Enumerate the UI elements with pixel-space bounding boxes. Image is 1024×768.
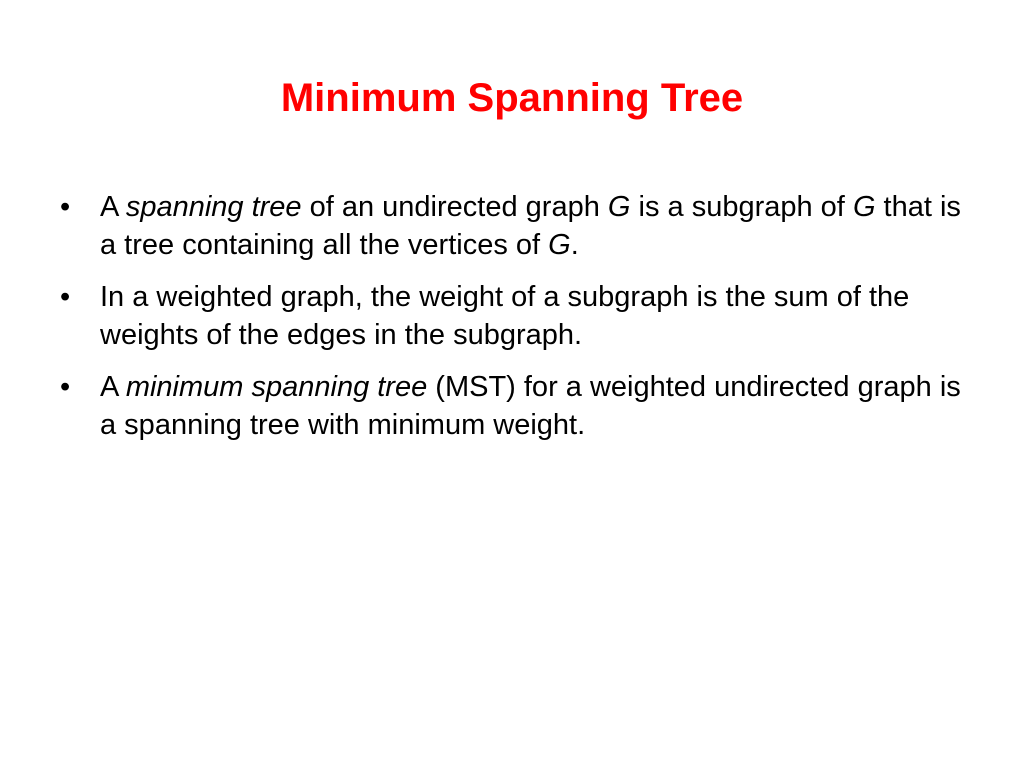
bullet-list bbox=[60, 188, 970, 458]
bullet-text-segment: A bbox=[100, 371, 126, 403]
bullet-item bbox=[60, 278, 970, 354]
bullet-text-segment: that is a tree containing all the vertices of bbox=[100, 191, 961, 261]
bullet-text-segment: (MST) for a weighted undirected graph is a spanning tree with minimum weight. bbox=[100, 371, 961, 441]
bullet-icon: • bbox=[60, 191, 71, 223]
bullet-text-segment: of an undirected graph bbox=[301, 191, 608, 223]
bullet-text-segment: In a weighted graph, the weight of a subgraph is the sum of the weights of the edges in the subgraph. bbox=[100, 281, 910, 351]
bullet-text-segment: minimum spanning tree bbox=[125, 371, 428, 403]
bullet-text-segment: G bbox=[607, 191, 631, 223]
bullet-text-segment: G bbox=[852, 191, 876, 223]
bullet-item bbox=[60, 188, 970, 264]
bullet-text-segment: A bbox=[100, 191, 126, 223]
bullet-item bbox=[60, 368, 970, 444]
bullet-text-segment: . bbox=[570, 229, 579, 261]
slide-title: Minimum Spanning Tree bbox=[280, 76, 744, 120]
bullet-text-segment: G bbox=[548, 229, 571, 261]
bullet-text-segment: spanning tree bbox=[125, 191, 302, 223]
bullet-icon: • bbox=[60, 371, 71, 403]
bullet-icon: • bbox=[60, 281, 71, 313]
bullet-text-segment: is a subgraph of bbox=[630, 191, 853, 223]
